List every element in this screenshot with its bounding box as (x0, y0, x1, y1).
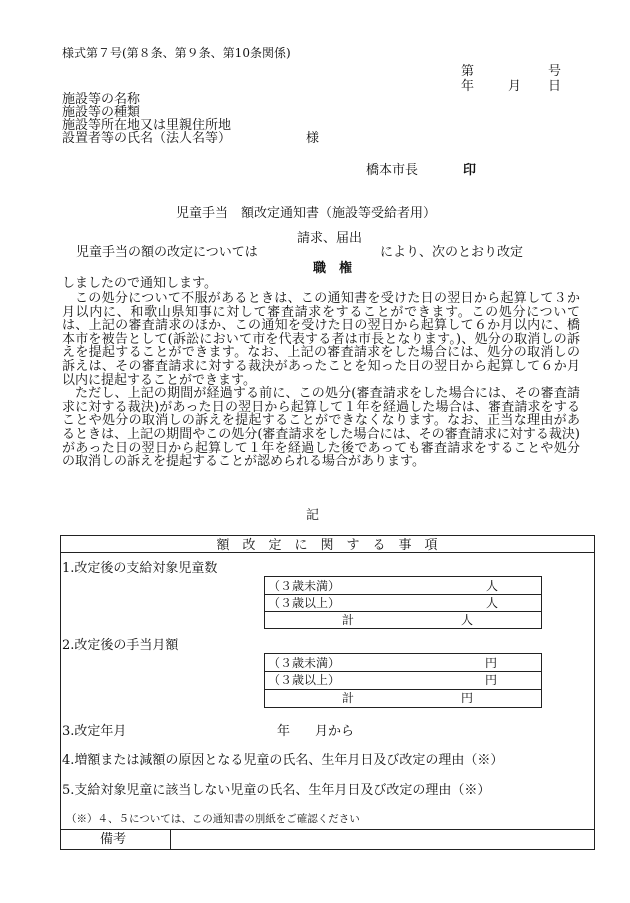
appeal-paragraph-2: ただし、上記の期間が経過する前に、この処分(審査請求をした場合には、その審査請求に対する裁決)があった日の翌日から起算して１年を経過した場合は、審査請求をすることや処分の取消しの訴えを提起することができなくなります。なお、正当な理由があるときは、上記の期間やこの処分(審査請求をした場合には、その審査請求に対する裁決)があった日の翌日から起算して１年を経過した後であっても審査請求をすることや処分の取消しの訴えを提起することが認められる場合があります。 (62, 386, 580, 470)
intro-line-right: により、次のとおり改定 (380, 245, 524, 260)
number-gou: 号 (548, 64, 562, 79)
table-note: （※）４、５については、この通知書の別紙をご確認ください (66, 813, 360, 825)
document-title: 児童手当 額改定通知書（施設等受給者用） (176, 206, 437, 221)
item2-row2-unit: 円 (485, 673, 498, 687)
item3-label: 3.改定年月 (62, 724, 127, 739)
issuer-title: 橋本市長 (366, 163, 419, 178)
appeal-paragraph-1: この処分について不服があるときは、この通知書を受けた日の翌日から起算して３か月以内に、和歌山県知事に対して審査請求をすることができます。この処分については、上記の審査請求のほか、この通知を受けた日の翌日から起算して６か月以内に、橋本市を被告として(訴訟において市を代表する者は市長となります。)、処分の取消しの訴えを提起することができます。なお、上記の審査請求をした場合には、処分の取消しの訴えは、その審査請求に対する裁決があったことを知った日の翌日から起算して６か月以内に提起することができます。 (62, 291, 580, 388)
ki-mark: 記 (306, 508, 320, 523)
item2-row-divider-1 (264, 671, 541, 672)
item2-label: 2.改定後の手当月額 (62, 638, 179, 653)
issuer-seal: 印 (463, 163, 477, 178)
reason-option-request: 請求、届出 (297, 231, 363, 246)
date-day: 日 (548, 79, 562, 94)
honorific: 様 (306, 131, 320, 146)
table-header: 額 改 定 に 関 す る 事 項 (216, 538, 438, 553)
item1-row2-unit: 人 (486, 596, 499, 610)
item2-row-divider-2 (264, 689, 541, 690)
reason-option-ex-officio: 職 権 (313, 261, 353, 276)
date-year: 年 (461, 79, 475, 94)
date-month: 月 (508, 79, 522, 94)
item1-row2-label: （３歳以上） (268, 596, 341, 610)
item1-total-label: 計 (342, 613, 355, 627)
item5-label: 5.支給対象児童に該当しない児童の氏名、生年月日及び改定の理由（※） (62, 783, 491, 798)
item1-total-unit: 人 (461, 613, 474, 627)
item3-year: 年 (277, 724, 291, 739)
item2-row1-label: （３歳未満） (268, 656, 341, 670)
item1-label: 1.改定後の支給対象児童数 (62, 561, 218, 576)
facility-name-label: 施設等の名称 (62, 92, 141, 107)
item2-row2-label: （３歳以上） (268, 673, 341, 687)
item2-total-label: 計 (342, 691, 355, 705)
item1-row-divider-2 (264, 611, 541, 612)
item2-row1-unit: 円 (485, 656, 498, 670)
remarks-label: 備考 (100, 832, 127, 847)
item3-month-from: 月から (315, 724, 355, 739)
appeal-notice (62, 292, 580, 469)
header-divider (60, 552, 594, 553)
intro-continuation: しましたので通知します。 (62, 276, 217, 291)
remarks-column-divider (170, 829, 171, 849)
item1-row-divider-1 (264, 594, 541, 595)
number-dai: 第 (461, 64, 475, 79)
facility-type-label: 施設等の種類 (62, 105, 141, 120)
intro-line-left: 児童手当の額の改定については (76, 245, 258, 260)
facility-address-label: 施設等所在地又は里親住所地 (62, 118, 232, 133)
form-number: 様式第７号(第８条、第９条、第10条関係) (62, 46, 291, 60)
item4-label: 4.増額または減額の原因となる児童の氏名、生年月日及び改定の理由（※） (62, 753, 504, 768)
item2-total-unit: 円 (461, 691, 474, 705)
item1-row1-label: （３歳未満） (268, 579, 341, 593)
remarks-divider (60, 829, 594, 830)
operator-name-label: 設置者等の氏名（法人名等） (62, 131, 232, 146)
item1-row1-unit: 人 (486, 579, 499, 593)
